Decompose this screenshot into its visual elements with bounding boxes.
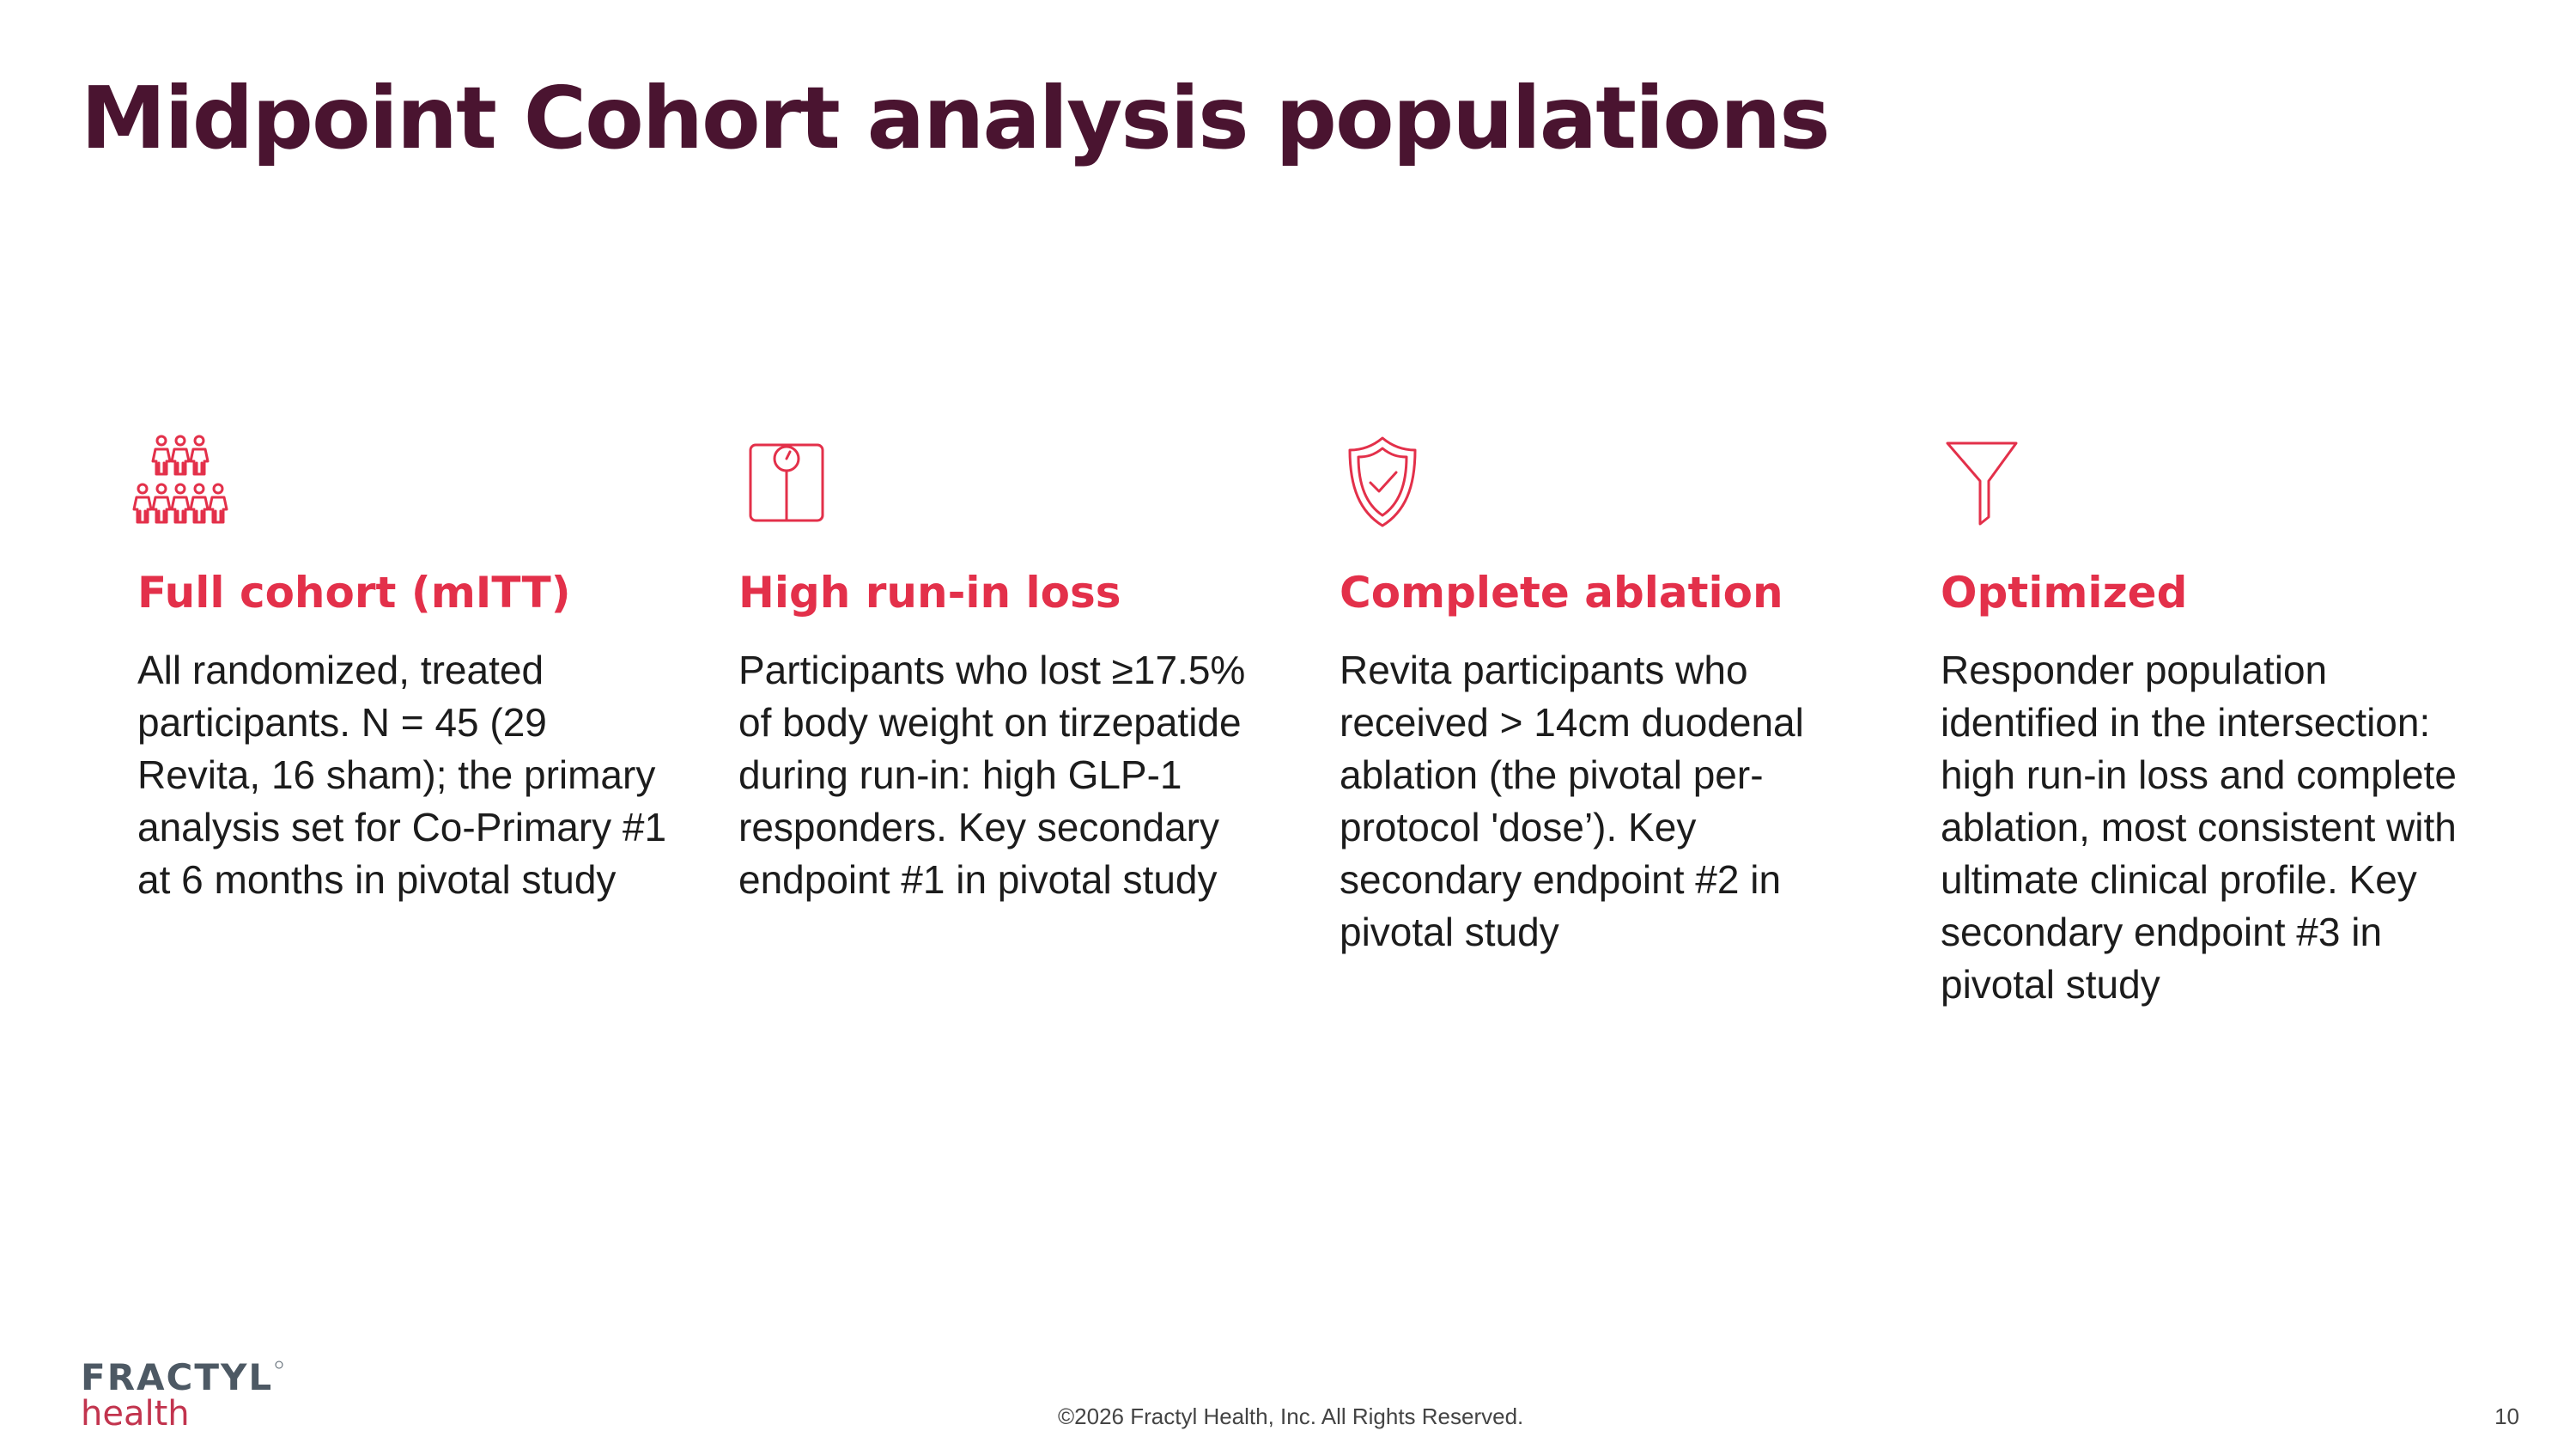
card-description: Revita participants who received > 14cm duodenal ablation (the pivotal per-protocol 'dose’). Key secondary endpoint #2 in pivotal study [1340, 648, 1804, 954]
card-heading: Full cohort (mITT) [137, 568, 571, 618]
logo-wordmark: FRACTYL [81, 1356, 274, 1398]
people-group-icon [120, 429, 240, 533]
card-heading: Optimized [1941, 568, 2188, 618]
page-number: 10 [2494, 1403, 2519, 1429]
card-heading: High run-in loss [738, 568, 1121, 618]
copyright-notice: ©2026 Fractyl Health, Inc. All Rights Reserved. [1058, 1403, 1524, 1429]
card-description: Participants who lost ≥17.5% of body weight on tirzepatide during run-in: high GLP-1 responders. Key secondary endpoint #1 in pivotal study [738, 648, 1246, 902]
card-description: Responder population identified in the intersection: high run-in loss and complete ablation, most consistent with ultimate clinical profile. Key secondary endpoint #3 in pivotal study [1941, 648, 2457, 1007]
card-description: All randomized, treated participants. N = 45 (29 Revita, 16 sham); the primary analysis set for Co-Primary #1 at 6 months in pivotal study [137, 648, 667, 902]
logo-subtitle: health [81, 1394, 190, 1434]
trademark-icon [275, 1361, 283, 1369]
slide-title: Midpoint Cohort analysis populations [81, 68, 1829, 168]
funnel-icon [1923, 429, 2044, 533]
card-heading: Complete ablation [1340, 568, 1783, 618]
company-logo [81, 1357, 287, 1434]
scale-icon [721, 429, 841, 533]
shield-check-icon [1322, 429, 1443, 533]
